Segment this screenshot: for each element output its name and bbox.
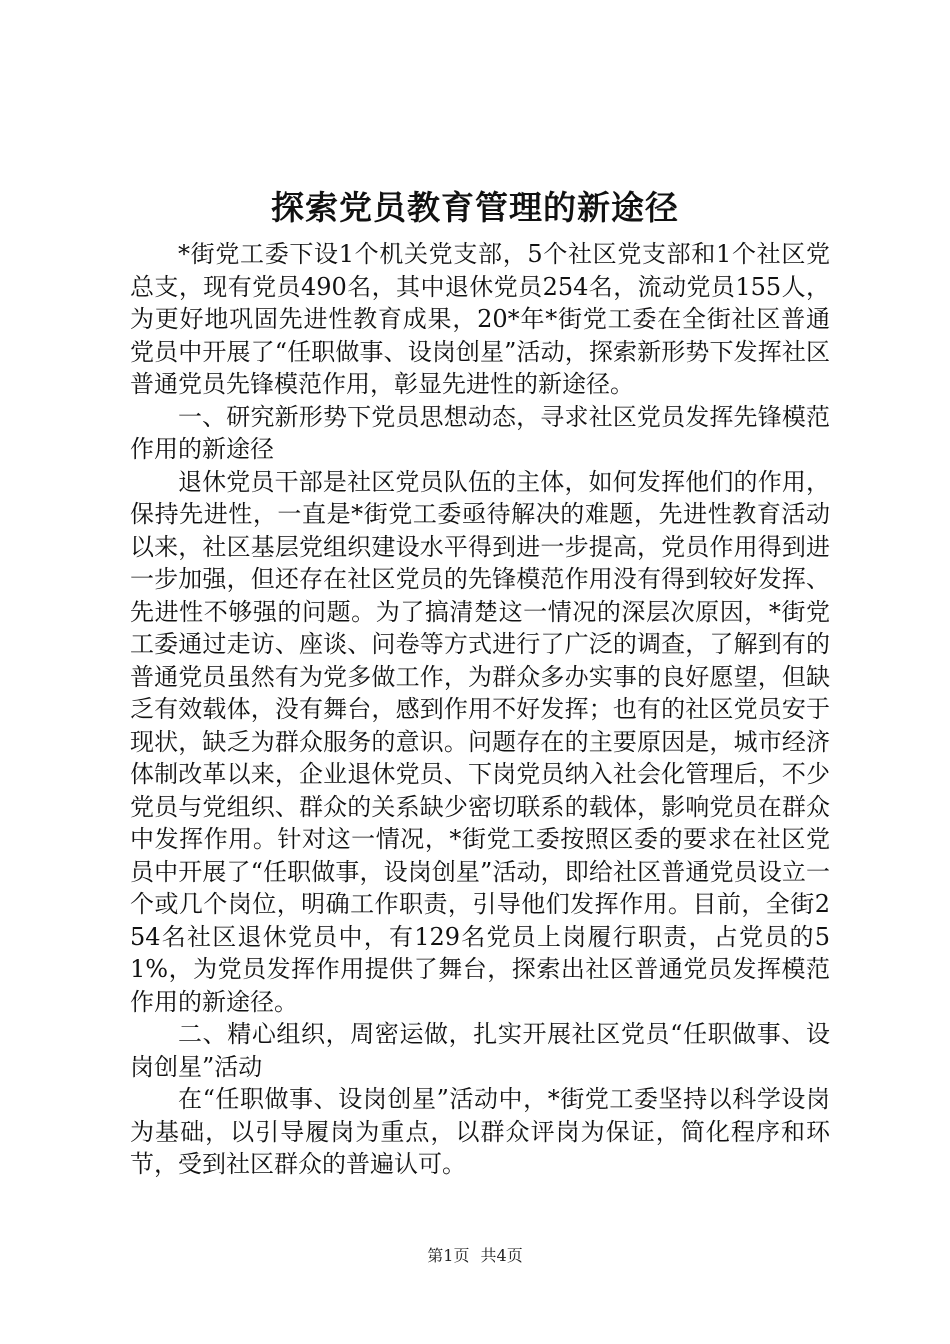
section-heading-1: 一、研究新形势下党员思想动态，寻求社区党员发挥先锋模范作用的新途径	[130, 402, 830, 463]
paragraph-section-1: 退休党员干部是社区党员队伍的主体，如何发挥他们的作用，保持先进性，一直是*街党工委亟待解决的难题，先进性教育活动以来，社区基层党组织建设水平得到进一步提高，党员作用得到进一步加强，但还存在社区党员的先锋模范作用没有得到较好发挥、先进性不够强的问题。为了搞清楚这一情况的深层次原因，*街党工委通过走访、座谈、问卷等方式进行了广泛的调查，了解到有的普通党员虽然有为党多做工作，为群众多办实事的良好愿望，但缺乏有效载体，没有舞台，感到作用不好发挥；也有的社区党员安于现状，缺乏为群众服务的意识。问题存在的主要原因是，城市经济体制改革以来，企业退休党员、下岗党员纳入社会化管理后，不少党员与党组织、群众的关系缺少密切联系的载体，影响党员在群众中发挥作用。针对这一情况，*街党工委按照区委的要求在社区党员中开展了“任职做事，设岗创星”活动，即给社区普通党员设立一个或几个岗位，明确工作职责，引导他们发挥作用。目前，全街254名社区退休党员中，有129名党员上岗履行职责，占党员的51%，为党员发挥作用提供了舞台，探索出社区普通党员发挥模范作用的新途径。	[130, 467, 830, 1016]
document-body	[130, 238, 830, 1181]
paragraph-section-2: 在“任职做事、设岗创星”活动中，*街党工委坚持以科学设岗为基础，以引导履岗为重点，以群众评岗为保证，简化程序和环节，受到社区群众的普遍认可。	[130, 1085, 830, 1178]
section-heading-2: 二、精心组织，周密运做，扎实开展社区党员“任职做事、设岗创星”活动	[130, 1020, 830, 1081]
page-number: 第1页	[427, 1246, 470, 1265]
paragraph-intro: *街党工委下设1个机关党支部，5个社区党支部和1个社区党总支，现有党员490名，其中退休党员254名，流动党员155人，为更好地巩固先进性教育成果，20*年*街党工委在全街社区普通党员中开展了“任职做事、设岗创星”活动，探索新形势下发挥社区普通党员先锋模范作用，彰显先进性的新途径。	[130, 240, 830, 398]
page-footer	[0, 1245, 950, 1267]
document-title: 探索党员教育管理的新途径	[271, 188, 679, 227]
page-total: 共4页	[480, 1246, 523, 1265]
